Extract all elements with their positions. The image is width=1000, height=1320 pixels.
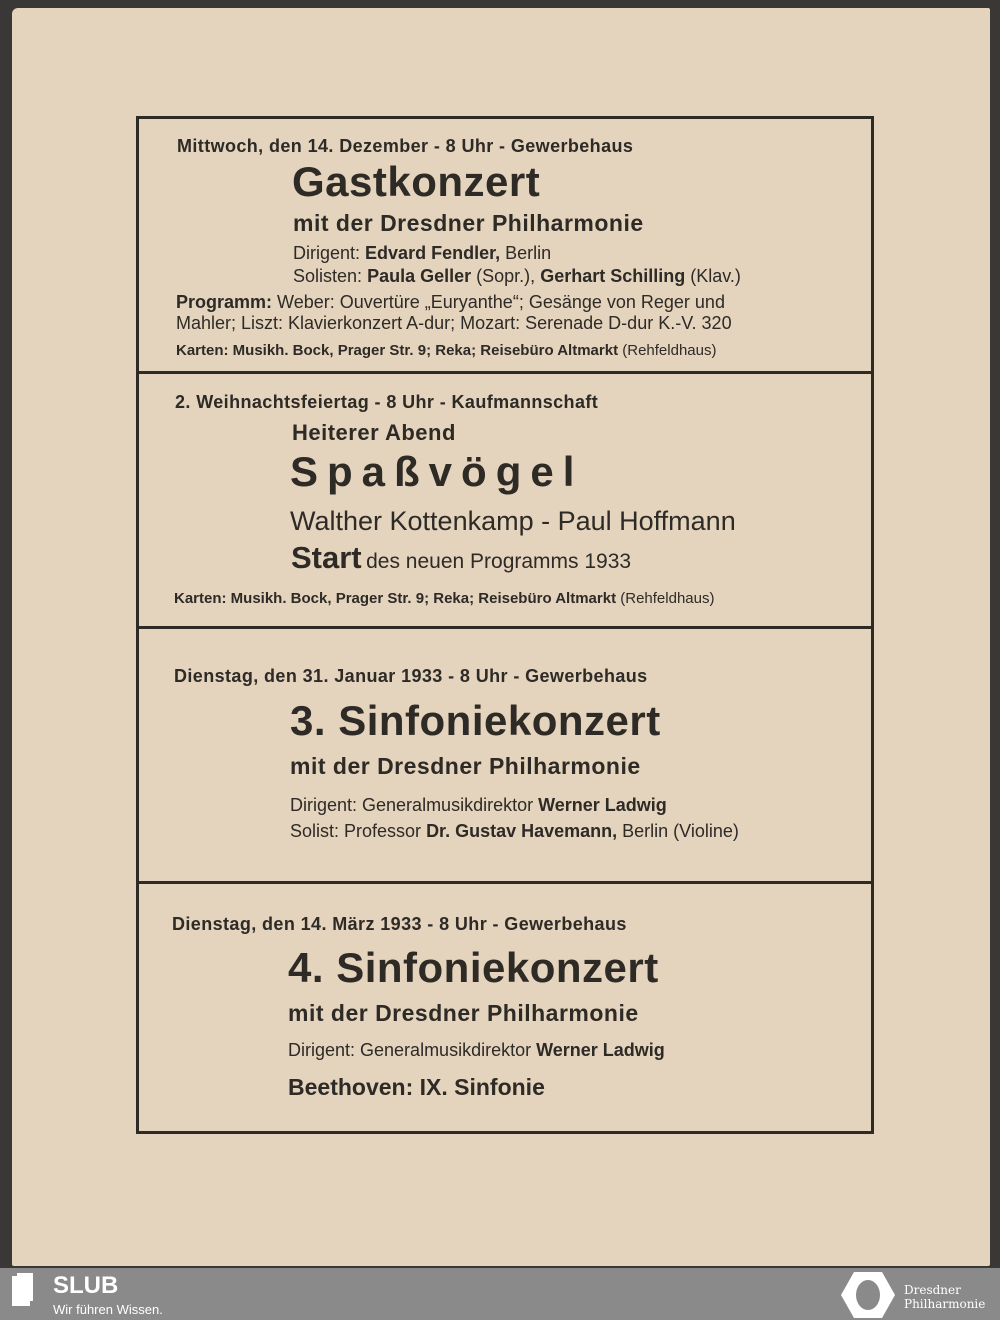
programm-line (176, 292, 725, 313)
philharmonie-logo-line1: Dresdner (904, 1283, 961, 1297)
event-title: Spaßvögel (290, 448, 584, 495)
label: Programm: (176, 292, 273, 312)
label: Dirigent: Generalmusikdirektor (288, 1040, 532, 1060)
slub-logo[interactable]: SLUB (53, 1272, 119, 1299)
dirigent-line (293, 243, 551, 264)
karten-line (176, 342, 716, 359)
label: Dirigent: Generalmusikdirektor (290, 795, 534, 815)
slub-book-icon (12, 1276, 30, 1306)
name: Werner Ladwig (536, 1040, 665, 1060)
event-title: 3. Sinfoniekonzert (290, 697, 661, 744)
slub-tagline: Wir führen Wissen. (53, 1302, 163, 1317)
section-divider (136, 626, 874, 629)
city: Berlin (505, 243, 552, 263)
name: Werner Ladwig (538, 795, 667, 815)
text: des neuen Programms 1933 (366, 550, 632, 573)
section-divider (136, 881, 874, 884)
label: Solist: Professor (290, 821, 422, 841)
section-divider (136, 371, 874, 374)
event-title: 4. Sinfoniekonzert (288, 944, 659, 991)
role: (Sopr.), (476, 266, 536, 286)
event-pretitle: Heiterer Abend (292, 420, 456, 445)
philharmonie-logo-icon (840, 1270, 896, 1320)
karten-line (174, 590, 714, 607)
detail: Berlin (Violine) (622, 821, 739, 841)
philharmonie-logo-line2: Philharmonie (904, 1297, 986, 1311)
performers: Walther Kottenkamp - Paul Hoffmann (290, 506, 736, 536)
note: (Rehfeldhaus) (620, 590, 715, 607)
footer-bar (0, 1268, 1000, 1320)
label: Solisten: (293, 266, 363, 286)
event-title: Gastkonzert (292, 158, 541, 205)
dirigent-line (290, 795, 667, 816)
label: Start (291, 540, 362, 575)
name: Paula Geller (367, 266, 472, 286)
name: Gerhart Schilling (540, 266, 686, 286)
name: Dr. Gustav Havemann, (426, 821, 618, 841)
start-line (291, 540, 631, 576)
event-header: 2. Weihnachtsfeiertag - 8 Uhr - Kaufmannschaft (175, 392, 599, 412)
text: Weber: Ouvertüre „Euryanthe“; Gesänge von Reger und (277, 292, 725, 312)
solist-line (290, 821, 739, 842)
event-header: Mittwoch, den 14. Dezember - 8 Uhr - Gewerbehaus (177, 136, 634, 156)
dirigent-line (288, 1040, 665, 1061)
label: Dirigent: (293, 243, 361, 263)
text: Karten: Musikh. Bock, Prager Str. 9; Reka; Reisebüro Altmarkt (174, 590, 617, 607)
program: Beethoven: IX. Sinfonie (288, 1074, 545, 1100)
event-subtitle: mit der Dresdner Philharmonie (293, 210, 644, 236)
event-header: Dienstag, den 31. Januar 1933 - 8 Uhr - Gewerbehaus (174, 666, 648, 686)
event-header: Dienstag, den 14. März 1933 - 8 Uhr - Gewerbehaus (172, 914, 627, 934)
event-subtitle: mit der Dresdner Philharmonie (290, 753, 641, 779)
text: Karten: Musikh. Bock, Prager Str. 9; Reka; Reisebüro Altmarkt (176, 342, 619, 359)
role: (Klav.) (690, 266, 741, 286)
name: Edvard Fendler, (365, 243, 501, 263)
event-subtitle: mit der Dresdner Philharmonie (288, 1000, 639, 1026)
solisten-line (293, 266, 741, 287)
programm-line-2: Mahler; Liszt: Klavierkonzert A-dur; Mozart: Serenade D-dur K.-V. 320 (176, 313, 732, 333)
note: (Rehfeldhaus) (622, 342, 717, 359)
